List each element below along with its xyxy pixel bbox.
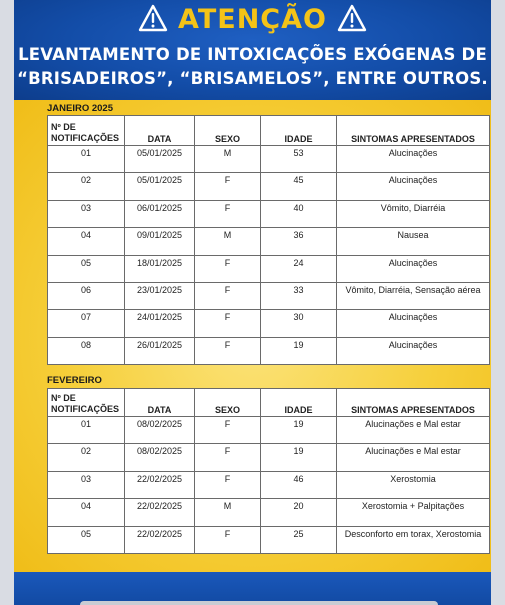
table-row	[48, 310, 490, 337]
cell-age: 53	[261, 146, 337, 173]
cell-notification-number: 05	[48, 526, 125, 553]
table-row	[48, 228, 490, 255]
cell-sex: F	[195, 337, 261, 364]
cell-date: 22/02/2025	[125, 499, 195, 526]
cell-notification-number: 02	[48, 444, 125, 471]
cell-date: 09/01/2025	[125, 228, 195, 255]
alert-poster	[14, 0, 491, 605]
cell-date: 18/01/2025	[125, 255, 195, 282]
cell-date: 08/02/2025	[125, 417, 195, 444]
cell-symptoms: Alucinações	[337, 146, 490, 173]
table-row	[48, 173, 490, 200]
cell-symptoms: Xerostomia	[337, 471, 490, 498]
column-header-notifications: Nº DE NOTIFICAÇÕES	[48, 116, 125, 146]
cell-sex: F	[195, 200, 261, 227]
cell-symptoms: Nausea	[337, 228, 490, 255]
table-row	[48, 146, 490, 173]
table-row	[48, 471, 490, 498]
cell-sex: F	[195, 471, 261, 498]
warning-triangle-icon	[138, 4, 168, 32]
cell-sex: F	[195, 255, 261, 282]
cell-age: 25	[261, 526, 337, 553]
cell-notification-number: 06	[48, 282, 125, 309]
cell-symptoms: Vômito, Diarréia, Sensação aérea	[337, 282, 490, 309]
cell-age: 19	[261, 337, 337, 364]
table-row	[48, 282, 490, 309]
cell-sex: M	[195, 228, 261, 255]
cell-date: 23/01/2025	[125, 282, 195, 309]
cell-symptoms: Alucinações	[337, 255, 490, 282]
cell-age: 36	[261, 228, 337, 255]
cell-age: 46	[261, 471, 337, 498]
cell-notification-number: 03	[48, 200, 125, 227]
table-row	[48, 526, 490, 553]
column-header-date: DATA	[125, 116, 195, 146]
column-header-symptoms: SINTOMAS APRESENTADOS	[337, 389, 490, 417]
cell-age: 33	[261, 282, 337, 309]
table-row	[48, 499, 490, 526]
table-row	[48, 200, 490, 227]
table-row	[48, 417, 490, 444]
cell-notification-number: 03	[48, 471, 125, 498]
month-label-february: FEVEREIRO	[47, 375, 102, 386]
column-header-date: DATA	[125, 389, 195, 417]
column-header-age: IDADE	[261, 116, 337, 146]
cell-age: 30	[261, 310, 337, 337]
cell-notification-number: 07	[48, 310, 125, 337]
cell-sex: F	[195, 444, 261, 471]
cell-date: 08/02/2025	[125, 444, 195, 471]
cell-sex: F	[195, 526, 261, 553]
cell-symptoms: Desconforto em torax, Xerostomia	[337, 526, 490, 553]
february-notifications-table	[47, 388, 490, 554]
table-header-row	[48, 116, 490, 146]
poster-subtitle	[14, 43, 491, 91]
cell-age: 40	[261, 200, 337, 227]
cell-date: 22/02/2025	[125, 526, 195, 553]
cell-symptoms: Alucinações e Mal estar	[337, 417, 490, 444]
cell-notification-number: 05	[48, 255, 125, 282]
cell-age: 20	[261, 499, 337, 526]
warning-triangle-icon	[337, 4, 367, 32]
column-header-age: IDADE	[261, 389, 337, 417]
poster-header	[14, 0, 491, 100]
cell-date: 05/01/2025	[125, 173, 195, 200]
cell-symptoms: Alucinações	[337, 310, 490, 337]
cell-notification-number: 02	[48, 173, 125, 200]
cell-date: 22/02/2025	[125, 471, 195, 498]
column-header-symptoms: SINTOMAS APRESENTADOS	[337, 116, 490, 146]
cell-symptoms: Alucinações e Mal estar	[337, 444, 490, 471]
column-header-sex: SEXO	[195, 116, 261, 146]
table-row	[48, 337, 490, 364]
alert-word: ATENÇÃO	[178, 4, 327, 35]
cell-notification-number: 01	[48, 417, 125, 444]
alert-title	[14, 3, 491, 35]
cell-notification-number: 04	[48, 228, 125, 255]
cell-notification-number: 04	[48, 499, 125, 526]
cell-notification-number: 08	[48, 337, 125, 364]
table-row	[48, 444, 490, 471]
cell-sex: M	[195, 499, 261, 526]
table-header-row	[48, 389, 490, 417]
column-header-sex: SEXO	[195, 389, 261, 417]
subtitle-line-1: LEVANTAMENTO DE INTOXICAÇÕES EXÓGENAS DE	[18, 45, 487, 64]
subtitle-line-2: “BRISADEIROS”, “BRISAMELOS”, ENTRE OUTROS.	[17, 69, 488, 88]
column-header-notifications: Nº DE NOTIFICAÇÕES	[48, 389, 125, 417]
table-row	[48, 255, 490, 282]
cell-sex: F	[195, 417, 261, 444]
january-notifications-table	[47, 115, 490, 365]
cell-sex: F	[195, 282, 261, 309]
cell-age: 19	[261, 417, 337, 444]
horizontal-scrollbar[interactable]	[80, 601, 438, 605]
cell-date: 06/01/2025	[125, 200, 195, 227]
cell-symptoms: Vômito, Diarréia	[337, 200, 490, 227]
cell-age: 45	[261, 173, 337, 200]
cell-age: 19	[261, 444, 337, 471]
cell-symptoms: Alucinações	[337, 173, 490, 200]
cell-date: 05/01/2025	[125, 146, 195, 173]
month-label-january: JANEIRO 2025	[47, 103, 114, 114]
cell-sex: F	[195, 173, 261, 200]
cell-sex: F	[195, 310, 261, 337]
cell-date: 24/01/2025	[125, 310, 195, 337]
cell-date: 26/01/2025	[125, 337, 195, 364]
cell-age: 24	[261, 255, 337, 282]
cell-sex: M	[195, 146, 261, 173]
cell-symptoms: Alucinações	[337, 337, 490, 364]
cell-symptoms: Xerostomia + Palpitações	[337, 499, 490, 526]
cell-notification-number: 01	[48, 146, 125, 173]
